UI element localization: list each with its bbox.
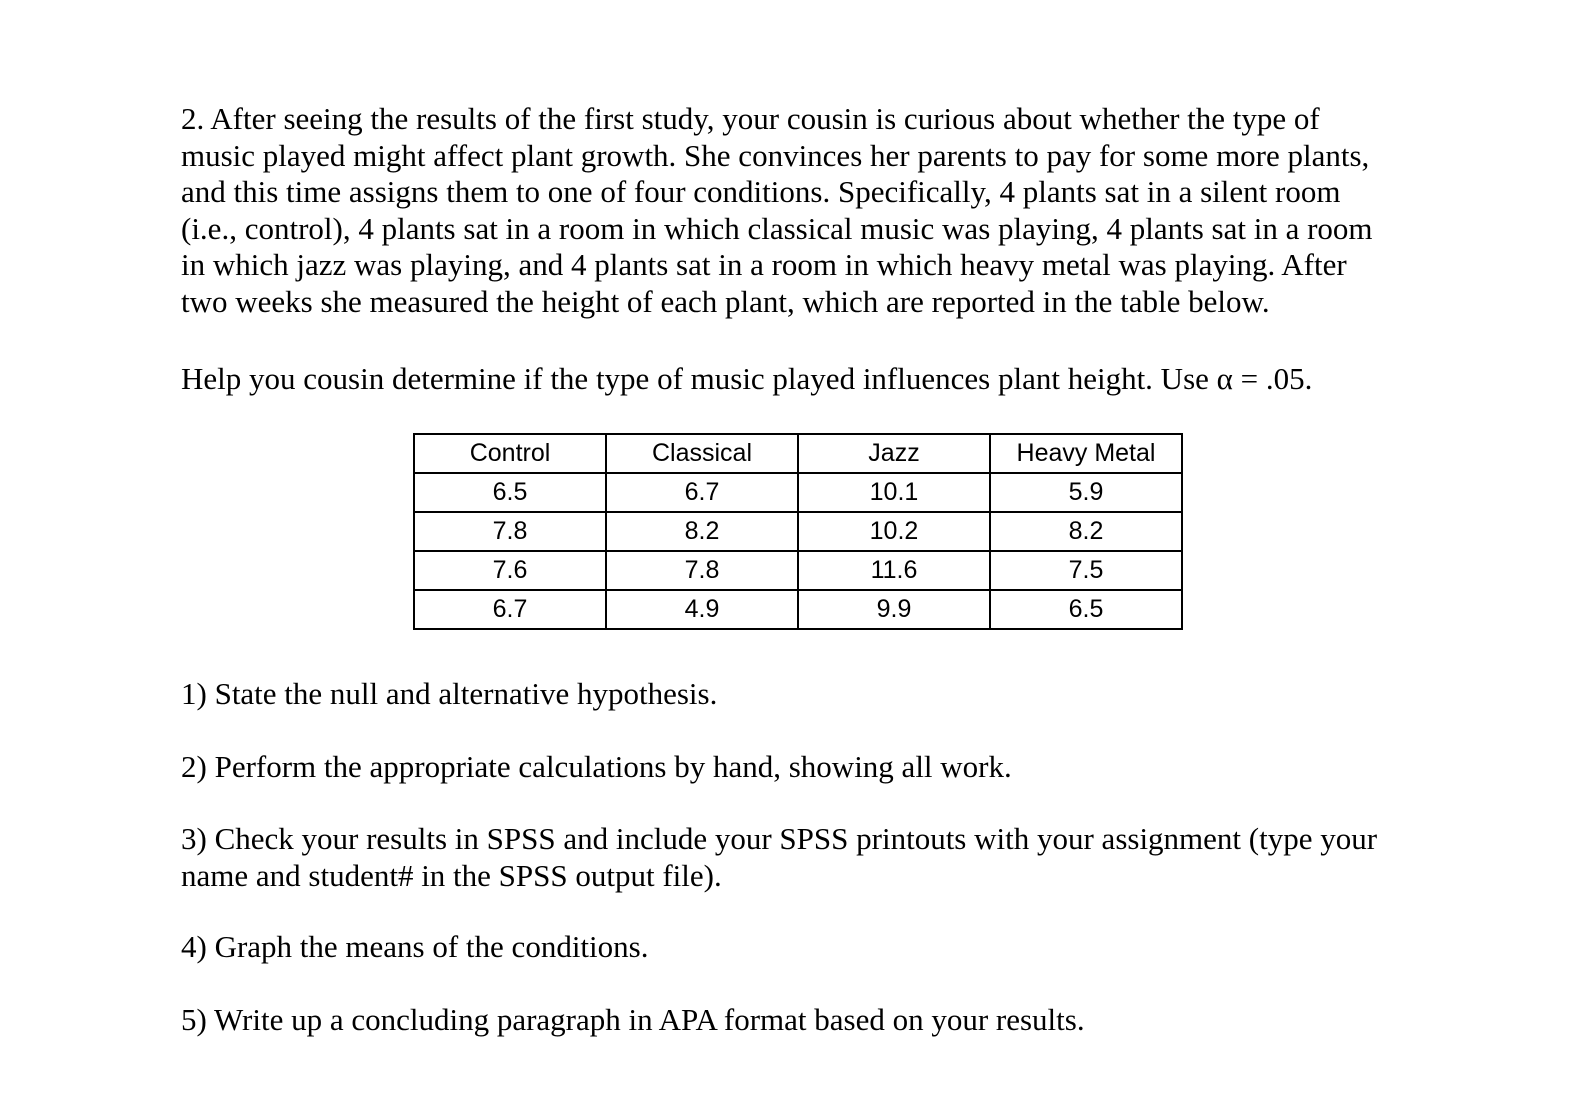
table-cell: 8.2	[606, 512, 798, 551]
table-cell: 9.9	[798, 590, 990, 629]
question-5	[181, 1002, 1085, 1039]
table-cell: 6.5	[414, 473, 606, 512]
table-row	[414, 590, 1182, 629]
intro-line: (i.e., control), 4 plants sat in a room in which classical music was playing, 4 plants sat in a room	[181, 210, 1373, 246]
table-cell: 10.1	[798, 473, 990, 512]
table-row	[414, 473, 1182, 512]
intro-line: two weeks she measured the height of each plant, which are reported in the table below.	[181, 283, 1270, 319]
question-4	[181, 929, 648, 966]
table-cell: 6.7	[606, 473, 798, 512]
question-line: 5) Write up a concluding paragraph in APA format based on your results.	[181, 1002, 1085, 1037]
table-row	[414, 512, 1182, 551]
question-1	[181, 676, 717, 713]
intro-line: in which jazz was playing, and 4 plants sat in a room in which heavy metal was playing. After	[181, 247, 1347, 282]
column-header-classical: Classical	[606, 434, 798, 473]
table-header-row	[414, 434, 1182, 473]
table-cell: 7.8	[414, 512, 606, 551]
table-cell: 7.6	[414, 551, 606, 590]
help-instruction: Help you cousin determine if the type of music played influences plant height. Use α = .05.	[181, 361, 1313, 396]
table-cell: 6.7	[414, 590, 606, 629]
problem-intro-paragraph	[181, 101, 1431, 320]
question-3	[181, 821, 1377, 894]
question-line: 3) Check your results in SPSS and include your SPSS printouts with your assignment (type your	[181, 821, 1378, 856]
table-cell: 6.5	[990, 590, 1182, 629]
intro-line: music played might affect plant growth. She convinces her parents to pay for some more plants,	[181, 137, 1370, 173]
intro-line: 2. After seeing the results of the first study, your cousin is curious about whether the type of	[181, 101, 1320, 136]
intro-line: and this time assigns them to one of four conditions. Specifically, 4 plants sat in a silent room	[181, 174, 1341, 209]
question-line: 2) Perform the appropriate calculations by hand, showing all work.	[181, 749, 1012, 784]
table-cell: 5.9	[990, 473, 1182, 512]
question-line: name and student# in the SPSS output file).	[181, 857, 722, 893]
column-header-jazz: Jazz	[798, 434, 990, 473]
column-header-control: Control	[414, 434, 606, 473]
table-cell: 11.6	[798, 551, 990, 590]
column-header-heavy-metal: Heavy Metal	[990, 434, 1182, 473]
table-cell: 8.2	[990, 512, 1182, 551]
table-row	[414, 551, 1182, 590]
question-line: 1) State the null and alternative hypothesis.	[181, 676, 718, 711]
table-cell: 4.9	[606, 590, 798, 629]
question-line: 4) Graph the means of the conditions.	[181, 929, 649, 964]
question-2	[181, 749, 1012, 786]
plant-height-table	[413, 433, 1183, 630]
table-cell: 7.8	[606, 551, 798, 590]
table-cell: 10.2	[798, 512, 990, 551]
table-cell: 7.5	[990, 551, 1182, 590]
